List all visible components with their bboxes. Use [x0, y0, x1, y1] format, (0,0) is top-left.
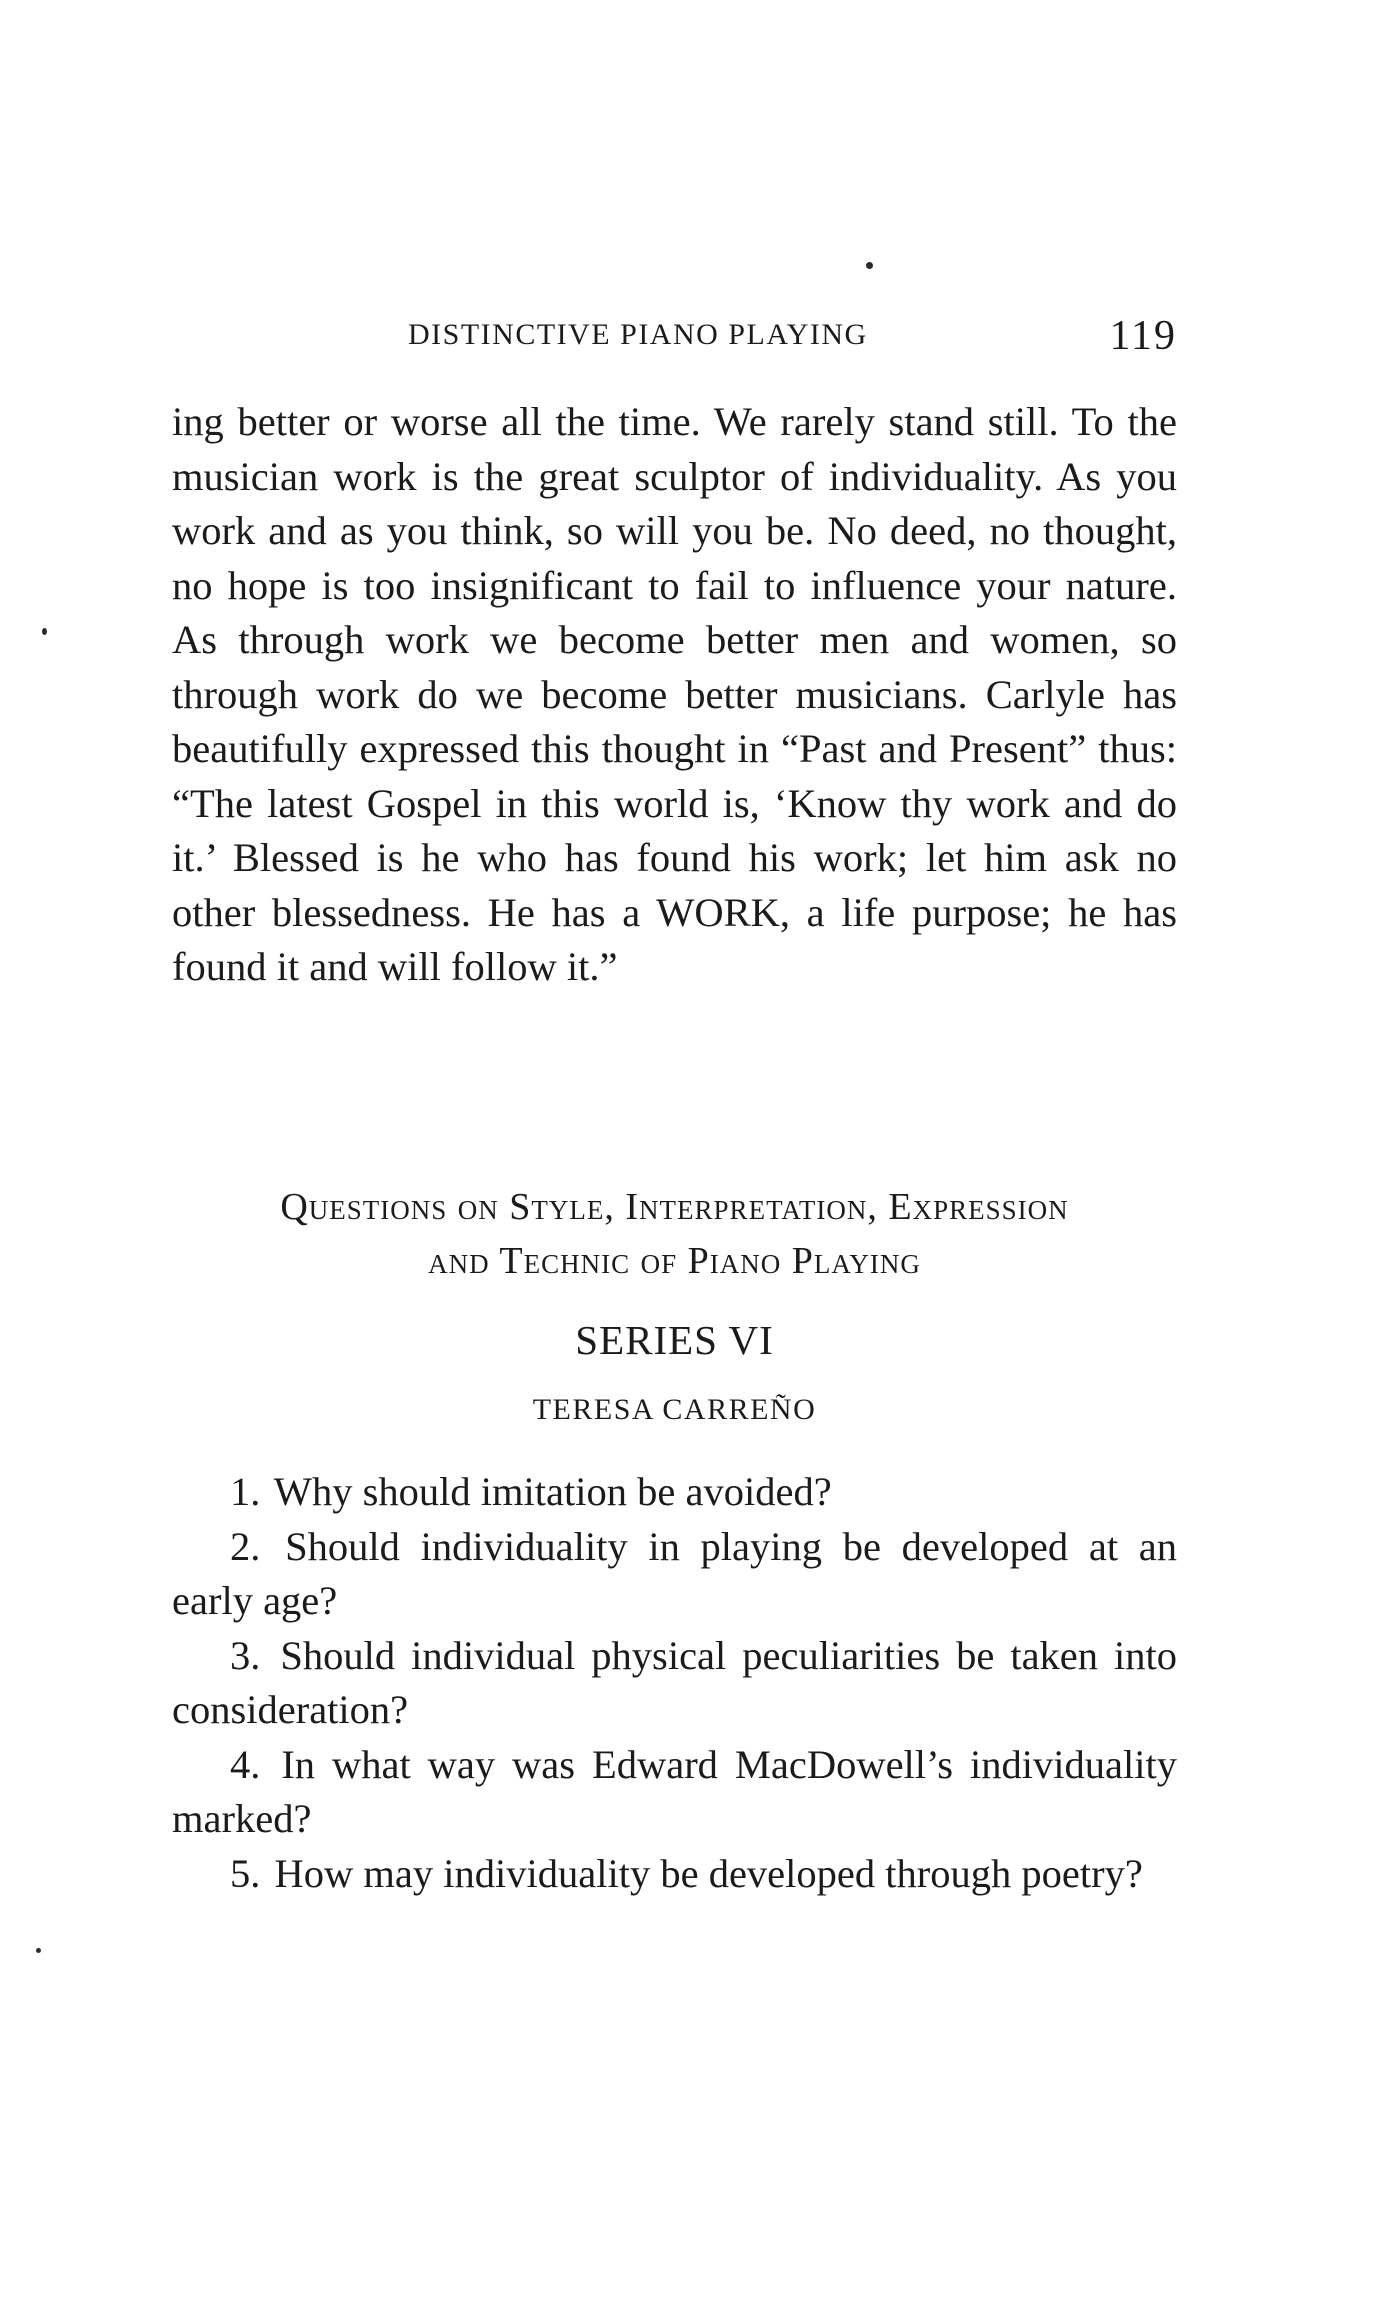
question-item	[172, 1465, 1177, 1519]
body-paragraph: ing better or worse all the time. We rarely stand still. To the musician work is the great sculptor of individuality. As you work and as you think, so will you be. No deed, no thought, no hope is too insignificant to fail to influence your nature. As through work we become better men and women, so through work do we become better musicians. Carlyle has beautifully expressed this thought in “Past and Present” thus: “The latest Gospel in this world is, ‘Know thy work and do it.’ Blessed is he who has found his work; let him ask no other blessedness. He has a WORK, a life purpose; he has found it and will follow it.”	[172, 399, 1177, 989]
question-text: Should individual physical peculiarities be taken into consideration?	[172, 1633, 1178, 1732]
scan-speck	[42, 628, 47, 635]
question-item	[172, 1847, 1177, 1901]
question-item	[172, 1629, 1177, 1737]
question-item	[172, 1738, 1177, 1846]
author-name: TERESA CARREÑO	[532, 1393, 817, 1426]
question-text: How may individuality be developed through poetry?	[274, 1851, 1143, 1896]
question-number: 5.	[230, 1851, 261, 1896]
series-title: SERIES VI	[575, 1317, 774, 1363]
page-number: 119	[1109, 313, 1177, 359]
scan-speck	[36, 1948, 41, 1953]
question-text: In what way was Edward MacDowell’s individuality marked?	[172, 1742, 1177, 1841]
scan-speck	[866, 262, 873, 269]
question-item	[172, 1520, 1177, 1628]
question-number: 3.	[230, 1633, 261, 1678]
question-number: 2.	[230, 1524, 261, 1569]
question-number: 1.	[230, 1469, 261, 1514]
question-text: Should individuality in playing be developed at an early age?	[172, 1524, 1178, 1623]
question-list	[172, 1465, 1177, 1902]
question-number: 4.	[230, 1742, 261, 1787]
section-heading-line-2: and Technic of Piano Playing	[428, 1240, 921, 1282]
section-heading	[172, 1180, 1177, 1288]
section-heading-line-1: Questions on Style, Interpretation, Expression	[280, 1186, 1069, 1228]
running-title: DISTINCTIVE PIANO PLAYING	[408, 318, 868, 351]
running-head	[172, 313, 1177, 362]
question-text: Why should imitation be avoided?	[273, 1469, 832, 1514]
